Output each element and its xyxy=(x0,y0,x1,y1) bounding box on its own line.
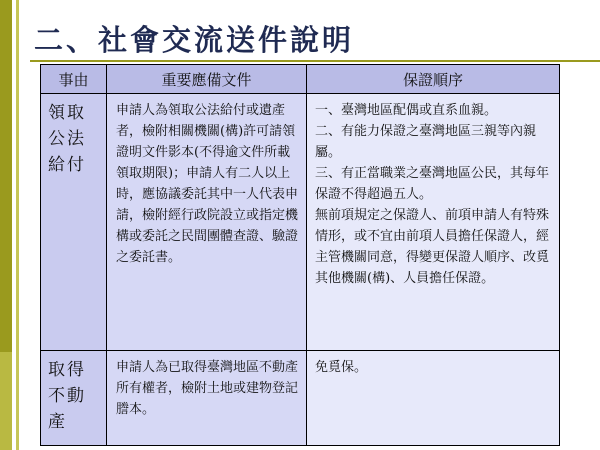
table-row xyxy=(41,94,560,351)
table-header-row xyxy=(41,65,560,94)
header-documents: 重要應備文件 xyxy=(107,65,307,94)
order-line: 二、有能力保證之臺灣地區三親等內親屬。 xyxy=(315,124,537,160)
title-underline xyxy=(30,60,600,62)
row-documents-cell: 申請人為已取得臺灣地區不動產所有權者，檢附土地或建物登記謄本。 xyxy=(107,351,307,446)
row-order-cell xyxy=(307,351,560,446)
row-item-cell: 領取公法給付 xyxy=(41,94,107,351)
order-line: 三、有正當職業之臺灣地區公民，其每年保證不得超過五人。 xyxy=(315,166,550,202)
requirements-table xyxy=(40,64,560,446)
order-line: 一、臺灣地區配偶或直系血親。 xyxy=(315,103,498,118)
header-item: 事由 xyxy=(41,65,107,94)
header-guarantee-order: 保證順序 xyxy=(307,65,560,94)
row-item-cell: 取得不動產 xyxy=(41,351,107,446)
row-documents-cell: 申請人為領取公法給付或遺產者，檢附相關機關(構)許可請領證明文件影本(不得逾文件所載領取期限)；申請人有二人以上時，應協議委託其中一人代表申請，檢附經行政院設立或指定機構或委託之民間團體查證、驗證之委託書。 xyxy=(107,94,307,351)
row-order-cell xyxy=(307,94,560,351)
order-line: 無前項規定之保證人、前項申請人有特殊情形，或不宜由前項人員擔任保證人，經主管機關同意，得變更保證人順序、改覓其他機關(構)、人員擔任保證。 xyxy=(315,208,550,286)
left-accent-bar-lower xyxy=(0,352,12,450)
order-line: 免覓保。 xyxy=(315,360,368,375)
page-title: 二、社會交流送件說明 xyxy=(34,23,355,57)
left-accent-stripe xyxy=(16,0,19,450)
table-row xyxy=(41,351,560,446)
